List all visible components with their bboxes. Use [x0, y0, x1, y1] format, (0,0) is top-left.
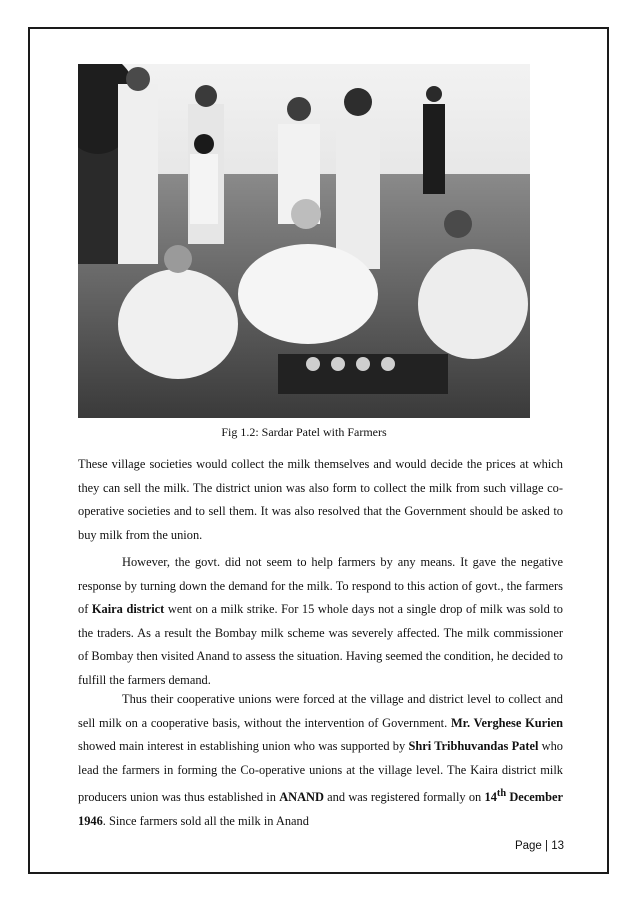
figure-caption: Fig 1.2: Sardar Patel with Farmers	[221, 425, 387, 439]
paragraph-2-bold-kaira: Kaira district	[91, 602, 165, 616]
photo-image	[78, 64, 530, 418]
figure-photo	[78, 64, 530, 418]
paragraph-3-bold-date-rest: December 1946	[78, 790, 563, 828]
paragraph-3-text-g: and was registered formally on	[323, 790, 485, 805]
paragraph-3-bold-tribhuvandas: Shri Tribhuvandas Patel	[408, 739, 539, 753]
paragraph-3-bold-anand: ANAND	[279, 790, 324, 805]
paragraph-2-text-c: went on a milk strike. For 15 whole days not a single drop of milk was sold to the traders. As a result the Bombay milk scheme was severely affected. The milk commissioner of Bombay then visited Anand to assess the situation. Having seemed the condition, he decided to fulfill the farmers demand.	[78, 602, 563, 687]
paragraph-2-text-a: However, the govt. did not seem to help farmers by any means. It gave the negative response by turning down the demand for the milk. To respond to this action of govt., the farmers of	[78, 555, 563, 616]
paragraph-3-bold-kurien: Mr. Verghese Kurien	[450, 715, 563, 730]
paragraph-1: These village societies would collect the milk themselves and would decide the prices at which they can sell the milk. The district union was also form to collect the milk from such village co-operative societies and to sell them. It was also resolved that the Government should be asked to buy milk from the union.	[78, 457, 563, 542]
paragraph-3-text-c: showed main interest in establishing union who was supported by	[78, 739, 409, 753]
paragraph-3-text-j: . Since farmers sold all the milk in Anand	[102, 813, 309, 828]
paragraph-3	[78, 688, 563, 833]
paragraph-2	[78, 551, 563, 692]
paragraph-3-text-e: who lead the farmers in forming the Co-operative unions at the village level. The Kaira district milk producers union was thus established in	[78, 739, 564, 805]
page-number: Page | 13	[514, 840, 564, 852]
paragraph-3-bold-date-suffix: th	[496, 788, 507, 799]
paragraph-3-text-a: Thus their cooperative unions were forced at the village and district level to collect and sell milk on a cooperative basis, without the intervention of Government.	[78, 692, 563, 730]
paragraph-3-bold-date-day: 14	[484, 790, 497, 805]
